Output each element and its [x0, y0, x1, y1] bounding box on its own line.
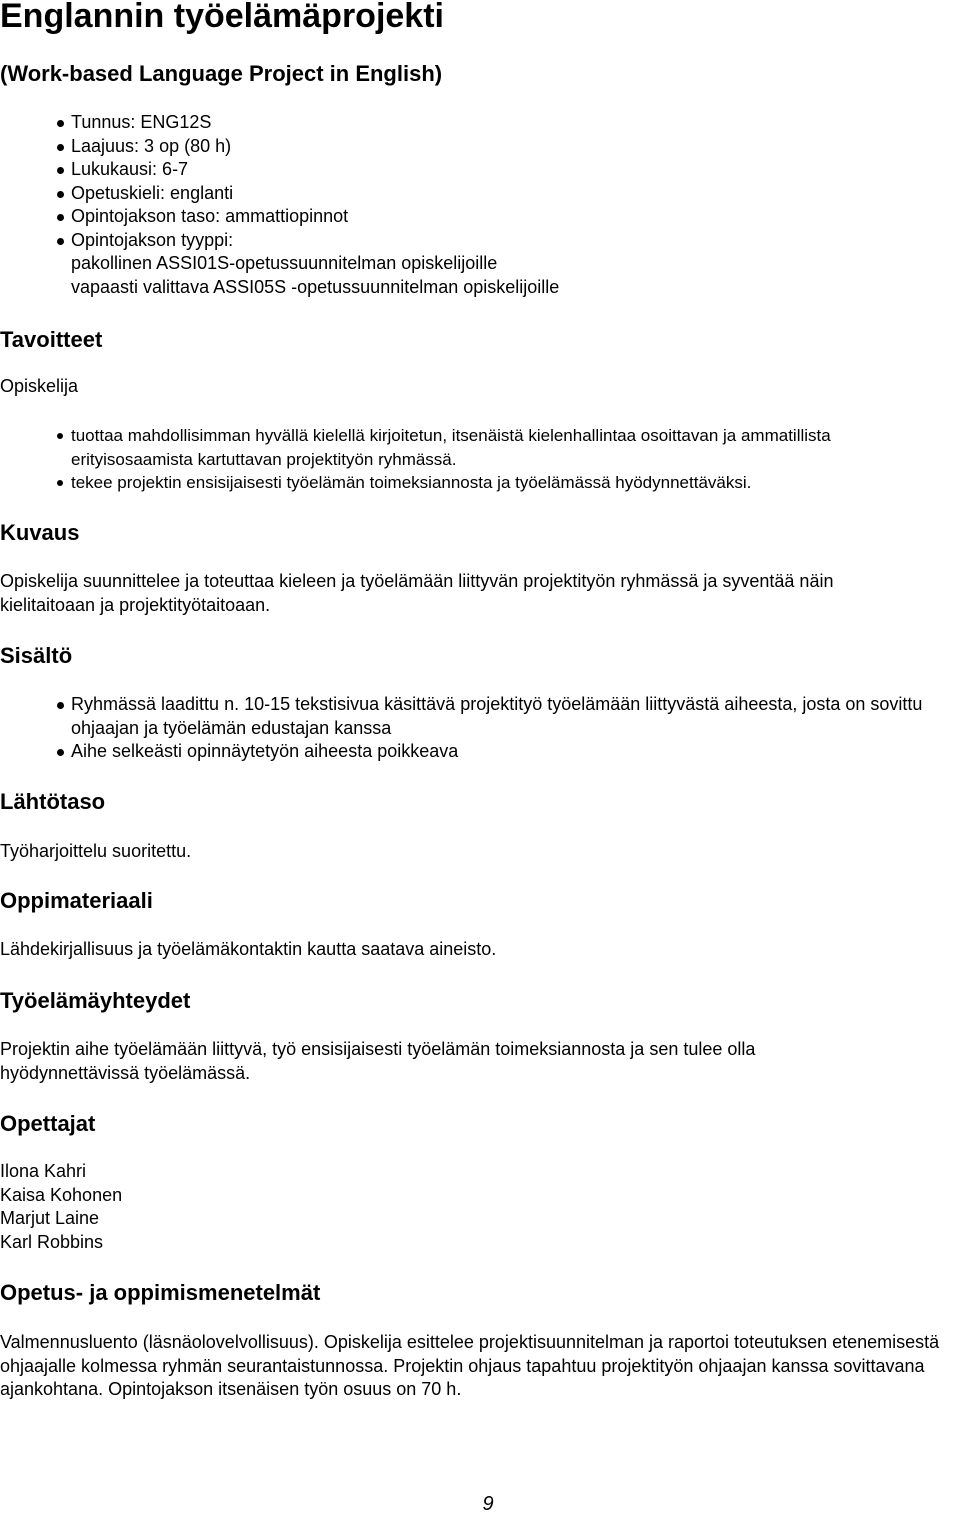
paragraph: Projektin aihe työelämään liittyvä, työ ensisijaisesti työelämän toimeksiannosta ja sen tulee olla hyödynnettävissä työelämässä.	[0, 1039, 756, 1083]
section-heading: Kuvaus	[0, 520, 80, 545]
list-item: Ryhmässä laadittu n. 10-15 tekstisivua käsittävä projektityö työelämään liittyvästä aiheesta, josta on sovittu ohjaajan ja työelämän edustajan kanssa	[0, 693, 950, 740]
section-heading: Oppimateriaali	[0, 888, 153, 913]
teacher-name: Kaisa Kohonen	[0, 1184, 123, 1205]
section-heading: Opetus- ja oppimismenetelmät	[0, 1280, 321, 1305]
page-number: 9	[482, 1493, 494, 1515]
paragraph: Työharjoittelu suoritettu.	[0, 841, 192, 861]
page-subtitle: (Work-based Language Project in English)	[0, 61, 443, 86]
course-info-list	[0, 111, 559, 299]
list-item: Lukukausi: 6-7	[0, 158, 559, 182]
list-item: Aihe selkeästi opinnäytetyön aiheesta poikkeava	[0, 740, 950, 764]
teacher-list	[0, 1160, 122, 1254]
content-list	[0, 693, 950, 764]
teacher-name: Ilona Kahri	[0, 1161, 87, 1181]
list-item: tuottaa mahdollisimman hyvällä kielellä kirjoitetun, itsenäistä kielenhallintaa osoittavan ja ammatillista erityisosaamista kartuttavan projektityön ryhmässä.	[0, 424, 956, 471]
paragraph: Opiskelija suunnittelee ja toteuttaa kieleen ja työelämään liittyvän projektityön ryhmässä ja syventää näin kielitaitoaan ja projektityötaitoaan.	[0, 571, 834, 615]
paragraph: Valmennusluento (läsnäolovelvollisuus). Opiskelija esittelee projektisuunnitelman ja raportoi toteutuksen etenemisestä ohjaajalle kolmessa ryhmän seurantaistunnossa. Projektin ohjaus tapahtuu projektityön ohjaajan kanssa sovittavana ajankohtana. Opintojakson itsenäisen työn osuus on 70 h.	[0, 1332, 940, 1399]
teacher-name: Marjut Laine	[0, 1208, 100, 1228]
section-heading: Opettajat	[0, 1111, 96, 1136]
section-heading: Lähtötaso	[0, 789, 106, 814]
section-heading: Sisältö	[0, 643, 73, 668]
list-item	[0, 229, 559, 300]
section-heading: Työelämäyhteydet	[0, 988, 191, 1013]
paragraph: Opiskelija	[0, 376, 79, 396]
section-heading: Tavoitteet	[0, 327, 103, 352]
teacher-name: Karl Robbins	[0, 1231, 104, 1252]
list-item: Opetuskieli: englanti	[0, 182, 559, 206]
course-type-line: pakollinen ASSI01S-opetussuunnitelman opiskelijoille	[71, 253, 498, 273]
list-item: tekee projektin ensisijaisesti työelämän toimeksiannosta ja työelämässä hyödynnettäväksi.	[0, 471, 956, 495]
course-type-line: vapaasti valittava ASSI05S -opetussuunnitelman opiskelijoille	[71, 276, 560, 297]
paragraph: Lähdekirjallisuus ja työelämäkontaktin kautta saatava aineisto.	[0, 939, 497, 959]
list-item: Opintojakson taso: ammattiopinnot	[0, 205, 559, 229]
list-item: Laajuus: 3 op (80 h)	[0, 135, 559, 159]
objectives-list	[0, 424, 956, 495]
list-item: Tunnus: ENG12S	[0, 111, 559, 135]
page-title: Englannin työelämäprojekti	[0, 0, 444, 35]
course-type-label: Opintojakson tyyppi:	[71, 229, 234, 250]
